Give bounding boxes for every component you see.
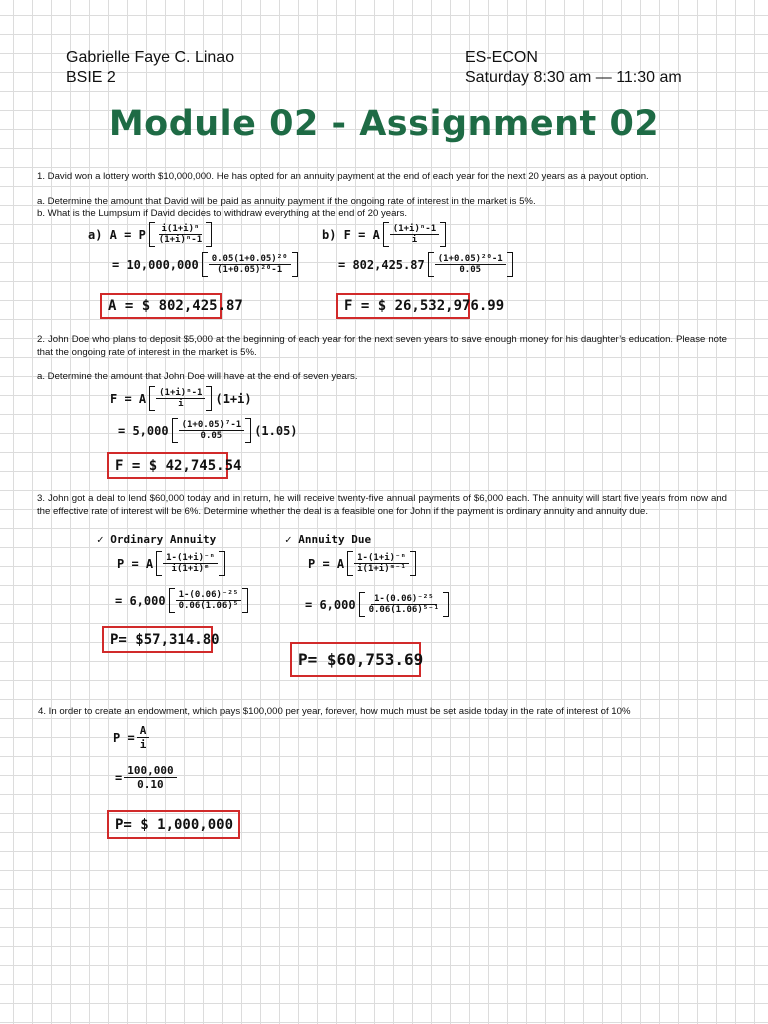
q2-a: a. Determine the amount that John Doe will have at the end of seven years.: [37, 371, 358, 382]
q4-substitution: = $\frac{100,000}{0.10}$: [115, 764, 179, 791]
q2-answer: F = $ 42,745.54: [107, 452, 228, 479]
course: ES-ECON: [465, 49, 538, 66]
q4-formula: P = $\frac{A}{i}$: [113, 724, 151, 751]
q4-text: 4. In order to create an endowment, which pays $100,000 per year, forever, how much must be set aside today in the rate of interest of 10%: [38, 706, 631, 717]
student-name: Gabrielle Faye C. Linao: [66, 49, 235, 66]
q4-answer: P= $ 1,000,000: [107, 810, 240, 839]
q1a-substitution: = 10,000,000 $\frac{\text{0.05(1+0.05)²⁰}}{\text{(1+0.05)²⁰-1}}$: [112, 252, 301, 277]
q1a-answer: A = $ 802,425.87: [100, 293, 222, 319]
q3-ordinary-answer: P= $57,314.80: [102, 626, 213, 653]
q2-formula: F = A $\frac{\text{(1+i)ⁿ-1}}{i}$ (1+i): [110, 388, 252, 409]
page-title: Module 02 - Assignment 02: [108, 104, 660, 144]
q2-substitution: = 5,000 $\frac{\text{(1+0.05)⁷-1}}{0.05}$ (1.05): [118, 420, 298, 441]
q1a-formula: a) A = P $\frac{\text{i(1+i)ⁿ}}{\text{(1+i)ⁿ-1}}$: [88, 222, 215, 247]
q3-due-substitution: = 6,000 $\frac{\text{1-(0.06)⁻²⁵}}{\text{0.06(1.06)⁵⁻¹}}$: [305, 592, 452, 617]
q1b-answer: F = $ 26,532,976.99: [336, 293, 470, 319]
q3-ordinary-formula: P = A $\frac{\text{1-(1+i)⁻ⁿ}}{\text{i(1+i)ᵐ}}$: [117, 551, 228, 576]
q1-text: 1. David won a lottery worth $10,000,000. He has opted for an annuity payment at the end of each year for the next 20 years as a payout option.: [37, 171, 649, 182]
q3-ordinary-label: ✓ Ordinary Annuity: [97, 533, 217, 546]
q3-due-answer: P= $60,753.69: [290, 642, 421, 677]
q1-b: b. What is the Lumpsum if David decides to withdraw everything at the end of 20 years.: [37, 208, 408, 219]
q3-text: 3. John got a deal to lend $60,000 today and in return, he will receive twenty-five annual payments of $6,000 each. The annuity will start five years from now and the effective rate of interest will be 6%. Determine whether the deal is a feasible one for John if the payment is ordinary annuity and annuity due.: [37, 493, 727, 517]
q2-text: 2. John Doe who plans to deposit $5,000 at the beginning of each year for the next seven years to save enough money for his daughter’s education. Please note that the ongoing rate of interest in the market is 5%.: [37, 334, 727, 358]
schedule: Saturday 8:30 am — 11:30 am: [465, 69, 682, 86]
q3-ordinary-substitution: = 6,000 $\frac{\text{1-(0.06)⁻²⁵}}{\text{0.06(1.06)⁵}}$: [115, 588, 251, 613]
q1b-substitution: = 802,425.87 $\frac{\text{(1+0.05)²⁰-1}}{0.05}$: [338, 252, 516, 277]
student-section: BSIE 2: [66, 69, 116, 86]
q1-a: a. Determine the amount that David will be paid as annuity payment if the ongoing rate of interest in the market is 5%.: [37, 196, 536, 207]
q1b-formula: b) F = A $\frac{\text{(1+i)ⁿ-1}}{i}$: [322, 222, 449, 247]
q3-due-label: ✓ Annuity Due: [285, 533, 372, 546]
q3-due-formula: P = A $\frac{\text{1-(1+i)⁻ⁿ}}{\text{i(1+i)ᵐ⁻¹}}$: [308, 551, 419, 576]
